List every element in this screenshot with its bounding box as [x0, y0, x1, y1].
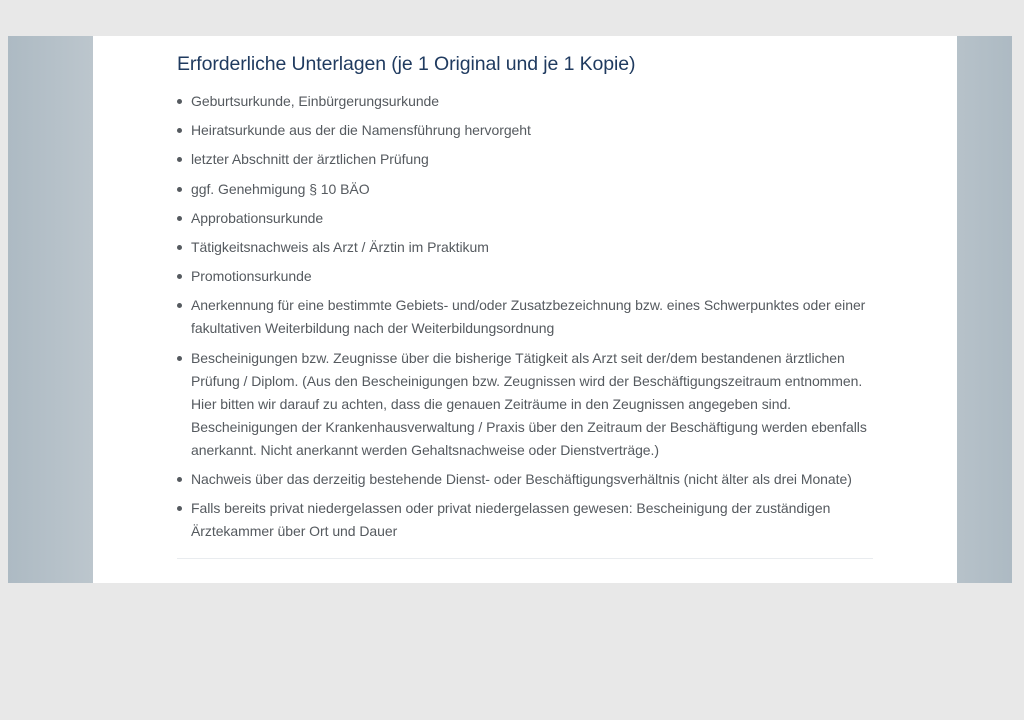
section-divider	[177, 558, 873, 559]
list-item: letzter Abschnitt der ärztlichen Prüfung	[177, 148, 873, 171]
list-item: ggf. Genehmigung § 10 BÄO	[177, 178, 873, 201]
content-panel	[93, 36, 957, 583]
list-item: Anerkennung für eine bestimmte Gebiets- und/oder Zusatzbezeichnung bzw. eines Schwerpunktes oder einer fakultativen Weiterbildung nach der Weiterbildungsordnung	[177, 294, 873, 340]
list-item: Promotionsurkunde	[177, 265, 873, 288]
section-title: Erforderliche Unterlagen (je 1 Original und je 1 Kopie)	[177, 53, 636, 75]
list-item: Nachweis über das derzeitig bestehende Dienst- oder Beschäftigungsverhältnis (nicht älter als drei Monate)	[177, 468, 873, 491]
list-item: Heiratsurkunde aus der die Namensführung hervorgeht	[177, 119, 873, 142]
list-item: Geburtsurkunde, Einbürgerungsurkunde	[177, 90, 873, 113]
document-section	[177, 36, 873, 559]
list-item: Falls bereits privat niedergelassen oder privat niedergelassen gewesen: Bescheinigung der zuständigen Ärztekammer über Ort und Dauer	[177, 497, 873, 543]
list-item: Approbationsurkunde	[177, 207, 873, 230]
list-item: Bescheinigungen bzw. Zeugnisse über die bisherige Tätigkeit als Arzt seit der/dem bestandenen ärztlichen Prüfung / Diplom. (Aus den Bescheinigungen bzw. Zeugnissen wird der Beschäftigungszeitraum entnommen. Hier bitten wir darauf zu achten, dass die genauen Zeiträume in den Zeugnissen angegeben sind. Bescheinigungen der Krankenhausverwaltung / Praxis über den Zeitraum der Beschäftigung werden ebenfalls anerkannt. Nicht anerkannt werden Gehaltsnachweise oder Dienstverträge.)	[177, 347, 873, 462]
list-item: Tätigkeitsnachweis als Arzt / Ärztin im Praktikum	[177, 236, 873, 259]
required-documents-list	[177, 90, 873, 543]
